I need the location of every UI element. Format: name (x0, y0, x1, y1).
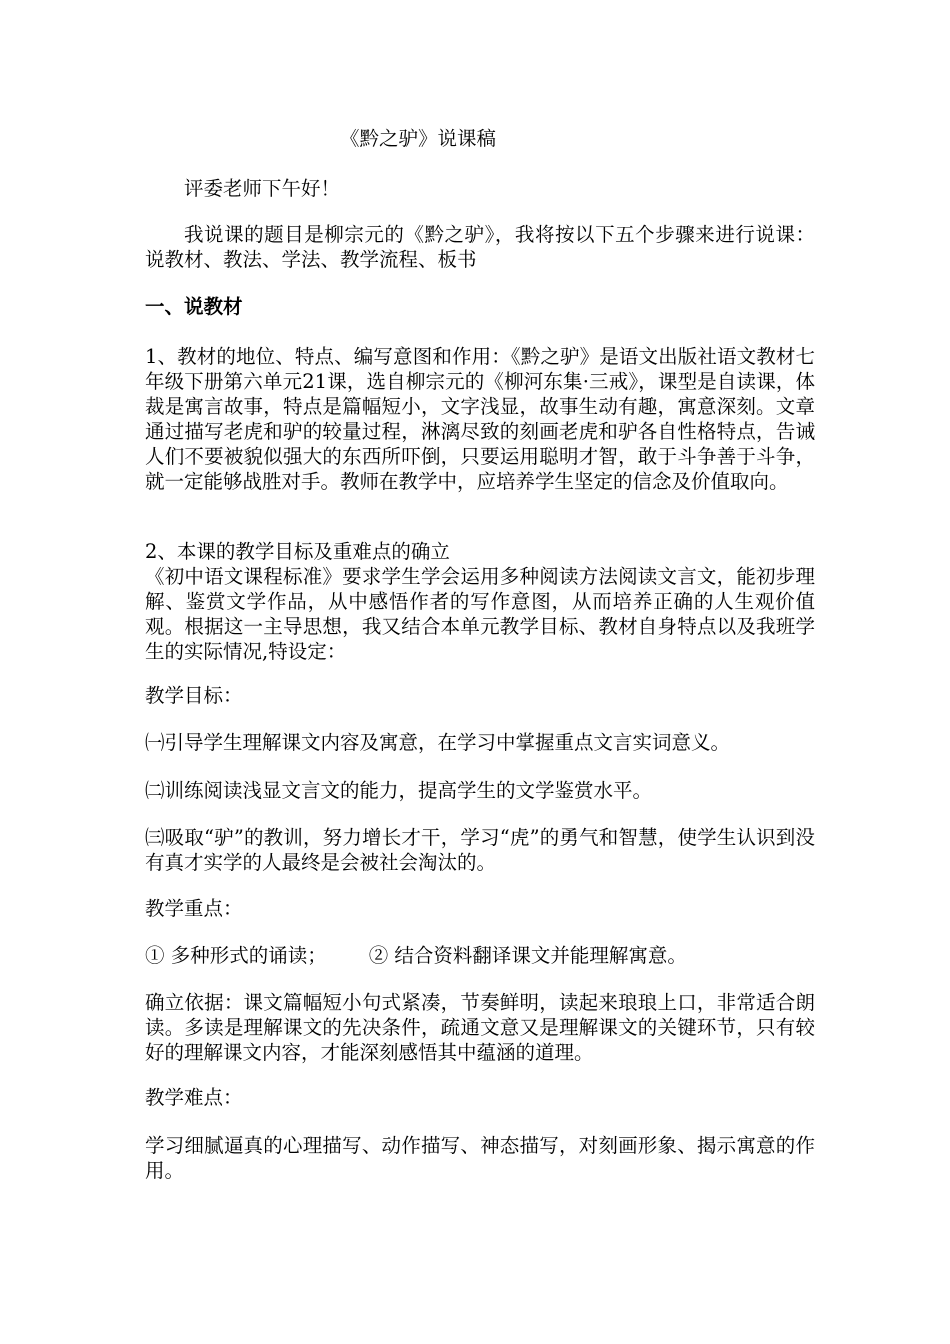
intro-paragraph: 我说课的题目是柳宗元的《黔之驴》，我将按以下五个步骤来进行说课：说教材、教法、学法、教学流程、板书 (145, 223, 815, 271)
material-paragraph: 1、教材的地位、特点、编写意图和作用：《黔之驴》是语文出版社语文教材七年级下册第六单元21课，选自柳宗元的《柳河东集·三戒》，课型是自读课，体裁是寓言故事，特点是篇幅短小，文字浅显，故事生动有趣，寓意深刻。文章通过描写老虎和驴的较量过程，淋漓尽致的刻画老虎和驴各自性格特点，告诫人们不要被貌似强大的东西所吓倒，只要运用聪明才智，敢于斗争善于斗争，就一定能够战胜对手。教师在教学中，应培养学生坚定的信念及价值取向。 (145, 345, 815, 493)
goal-item-3: ㈢吸取“驴”的教训，努力增长才干，学习“虎”的勇气和智慧，使学生认识到没有真才实学的人最终是会被社会淘汰的。 (145, 826, 815, 874)
standards-paragraph: 《初中语文课程标准》要求学生学会运用多种阅读方法阅读文言文，能初步理解、鉴赏文学作品，从中感悟作者的写作意图，从而培养正确的人生观价值观。根据这一主导思想，我又结合本单元教学目标、教材自身特点以及我班学生的实际情况,特设定： (145, 565, 815, 663)
key-points-line (145, 943, 815, 968)
difficulty-paragraph: 学习细腻逼真的心理描写、动作描写、神态描写，对刻画形象、揭示寓意的作用。 (145, 1134, 815, 1182)
goals-label: 教学目标： (145, 684, 243, 707)
basis-paragraph: 确立依据：课文篇幅短小句式紧凑，节奏鲜明，读起来琅琅上口，非常适合朗读。多读是理解课文的先决条件，疏通文意又是理解课文的关键环节，只有较好的理解课文内容，才能深刻感悟其中蕴涵的道理。 (145, 991, 815, 1064)
goal-item-1: ㈠引导学生理解课文内容及寓意，在学习中掌握重点文言实词意义。 (145, 731, 731, 754)
greeting: 评委老师下午好！ (184, 177, 341, 200)
difficulty-label: 教学难点： (145, 1086, 243, 1109)
section-heading: 一、说教材 (145, 295, 243, 318)
key-point-1: ① 多种形式的诵读； (145, 944, 327, 967)
goal-item-2: ㈡训练阅读浅显文言文的能力，提高学生的文学鉴赏水平。 (145, 779, 653, 802)
document-title: 《黔之驴》说课稿 (340, 127, 497, 150)
goals-heading: 2、本课的教学目标及重难点的确立 (145, 540, 450, 563)
key-points-label: 教学重点： (145, 897, 243, 920)
key-point-2: ② 结合资料翻译课文并能理解寓意。 (368, 944, 687, 967)
